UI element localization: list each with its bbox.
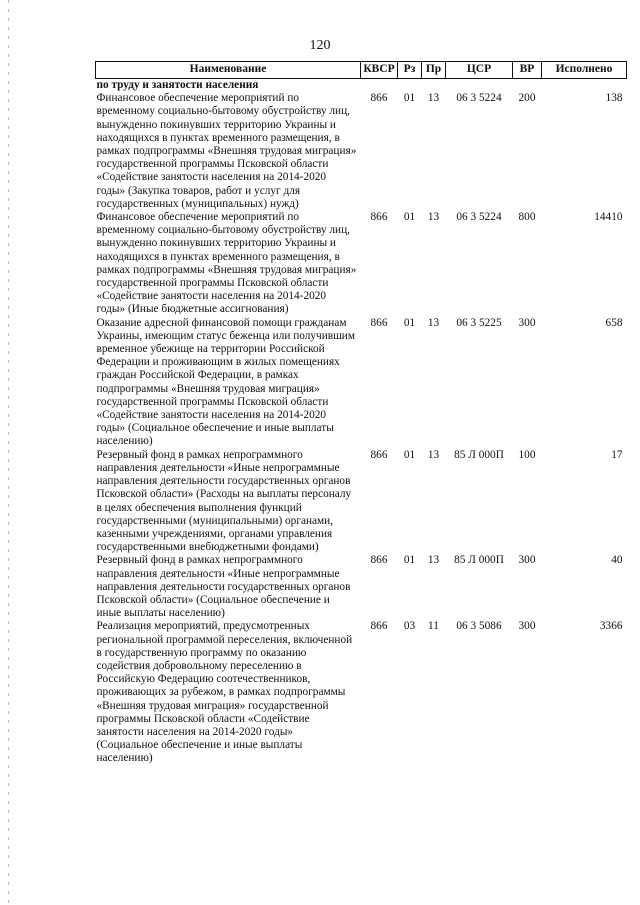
row-amount: 14410 [594, 211, 623, 224]
row-name: Резервный фонд в рамках непрограммного направления деятельности «Иные непрограммные направления деятельности государственных органов Псковской области» (Социальное обеспечение и иные выплаты населению) [96, 554, 351, 620]
row-vr: 300 [518, 620, 536, 633]
table-row [96, 620, 627, 765]
table-row [96, 317, 627, 449]
row-rz: 01 [403, 316, 416, 329]
header-vr: ВР [513, 62, 542, 79]
row-amount: 17 [611, 448, 623, 461]
row-kvsr: 866 [370, 620, 388, 633]
header-name: Наименование [96, 62, 361, 79]
row-csr: 06 3 5224 [456, 92, 502, 105]
table-header-row [96, 62, 627, 79]
row-kvsr: 866 [370, 448, 388, 461]
row-rz: 03 [403, 620, 416, 633]
row-kvsr: 866 [370, 92, 388, 105]
row-rz: 01 [403, 92, 416, 105]
row-vr: 100 [518, 448, 536, 461]
scan-edge [8, 0, 9, 905]
row-pr: 11 [428, 620, 439, 633]
row-rz: 01 [403, 448, 416, 461]
row-vr: 300 [518, 316, 536, 329]
row-csr: 06 3 5225 [456, 316, 502, 329]
row-pr: 13 [427, 448, 440, 461]
row-pr: 13 [427, 211, 440, 224]
table-row [96, 92, 627, 211]
row-name: Финансовое обеспечение мероприятий по временному социально-бытовому обустройству лиц, вынужденно покинувших территорию Украины и находящихся в пунктах временного размещения, в рамках подпрограммы «Внешняя трудовая миграция» государственной программы Псковской области «Содействие занятости населения на 2014-2020 годы» (Закупка товаров, работ и услуг для государственных (муниципальных) нужд) [96, 92, 357, 210]
row-vr: 300 [518, 554, 536, 567]
table-row [96, 554, 627, 620]
row-csr: 06 3 5224 [456, 211, 502, 224]
table-row [96, 211, 627, 317]
page-number: 120 [309, 38, 331, 53]
row-amount: 3366 [599, 620, 623, 633]
budget-table [95, 61, 627, 766]
header-csr: ЦСР [446, 62, 513, 79]
table-row [96, 449, 627, 555]
row-amount: 40 [611, 554, 623, 567]
row-vr: 200 [518, 92, 536, 105]
row-amount: 138 [605, 92, 623, 105]
header-rz: Рз [398, 62, 422, 79]
row-kvsr: 866 [370, 316, 388, 329]
row-vr: 800 [518, 211, 536, 224]
row-name: Оказание адресной финансовой помощи гражданам Украины, имеющим статус беженца или получившим временное убежище на территории Российской Федерации и проживающим в жилых помещениях граждан Российской Федерации, в рамках подпрограммы «Внешняя трудовая миграция» государственной программы Псковской области «Содействие занятости населения на 2014-2020 годы» (Социальное обеспечение и иные выплаты населению) [96, 316, 355, 448]
row-pr: 13 [427, 92, 440, 105]
row-name: Резервный фонд в рамках непрограммного направления деятельности «Иные непрограммные направления деятельности государственных органов Псковской области» (Расходы на выплаты персоналу в целях обеспечения выполнения функций государственными (муниципальными) органами, казенными учреждениями, органами управления государственными внебюджетными фондами) [96, 448, 352, 554]
header-pr: Пр [422, 62, 446, 79]
row-kvsr: 866 [370, 554, 388, 567]
row-amount: 658 [605, 316, 623, 329]
row-name: Реализация мероприятий, предусмотренных региональной программой переселения, включенной в государственную программу по оказанию содействия добровольному переселению в Российскую Федерацию соотечественников, проживающих за рубежом, в рамках подпрограммы «Внешняя трудовая миграция» государственной программы Псковской области «Содействие занятости населения на 2014-2020 годы» (Социальное обеспечение и иные выплаты населению) [96, 620, 353, 765]
row-kvsr: 866 [370, 211, 388, 224]
row-csr: 85 Л 000П [454, 554, 504, 567]
row-pr: 13 [427, 316, 440, 329]
header-amount: Исполнено [542, 62, 627, 79]
continuation-row [96, 79, 627, 93]
row-pr: 13 [427, 554, 440, 567]
continuation-text: по труду и занятости населения [96, 79, 259, 91]
row-csr: 06 3 5086 [456, 620, 502, 633]
row-csr: 85 Л 000П [454, 448, 504, 461]
row-rz: 01 [403, 554, 416, 567]
row-name: Финансовое обеспечение мероприятий по временному социально-бытовому обустройству лиц, вынужденно покинувших территорию Украины и находящихся в пунктах временного размещения, в рамках подпрограммы «Внешняя трудовая миграция» государственной программы Псковской области «Содействие занятости населения на 2014-2020 годы» (Иные бюджетные ассигнования) [96, 211, 357, 316]
header-kvsr: КВСР [361, 62, 398, 79]
row-rz: 01 [403, 211, 416, 224]
